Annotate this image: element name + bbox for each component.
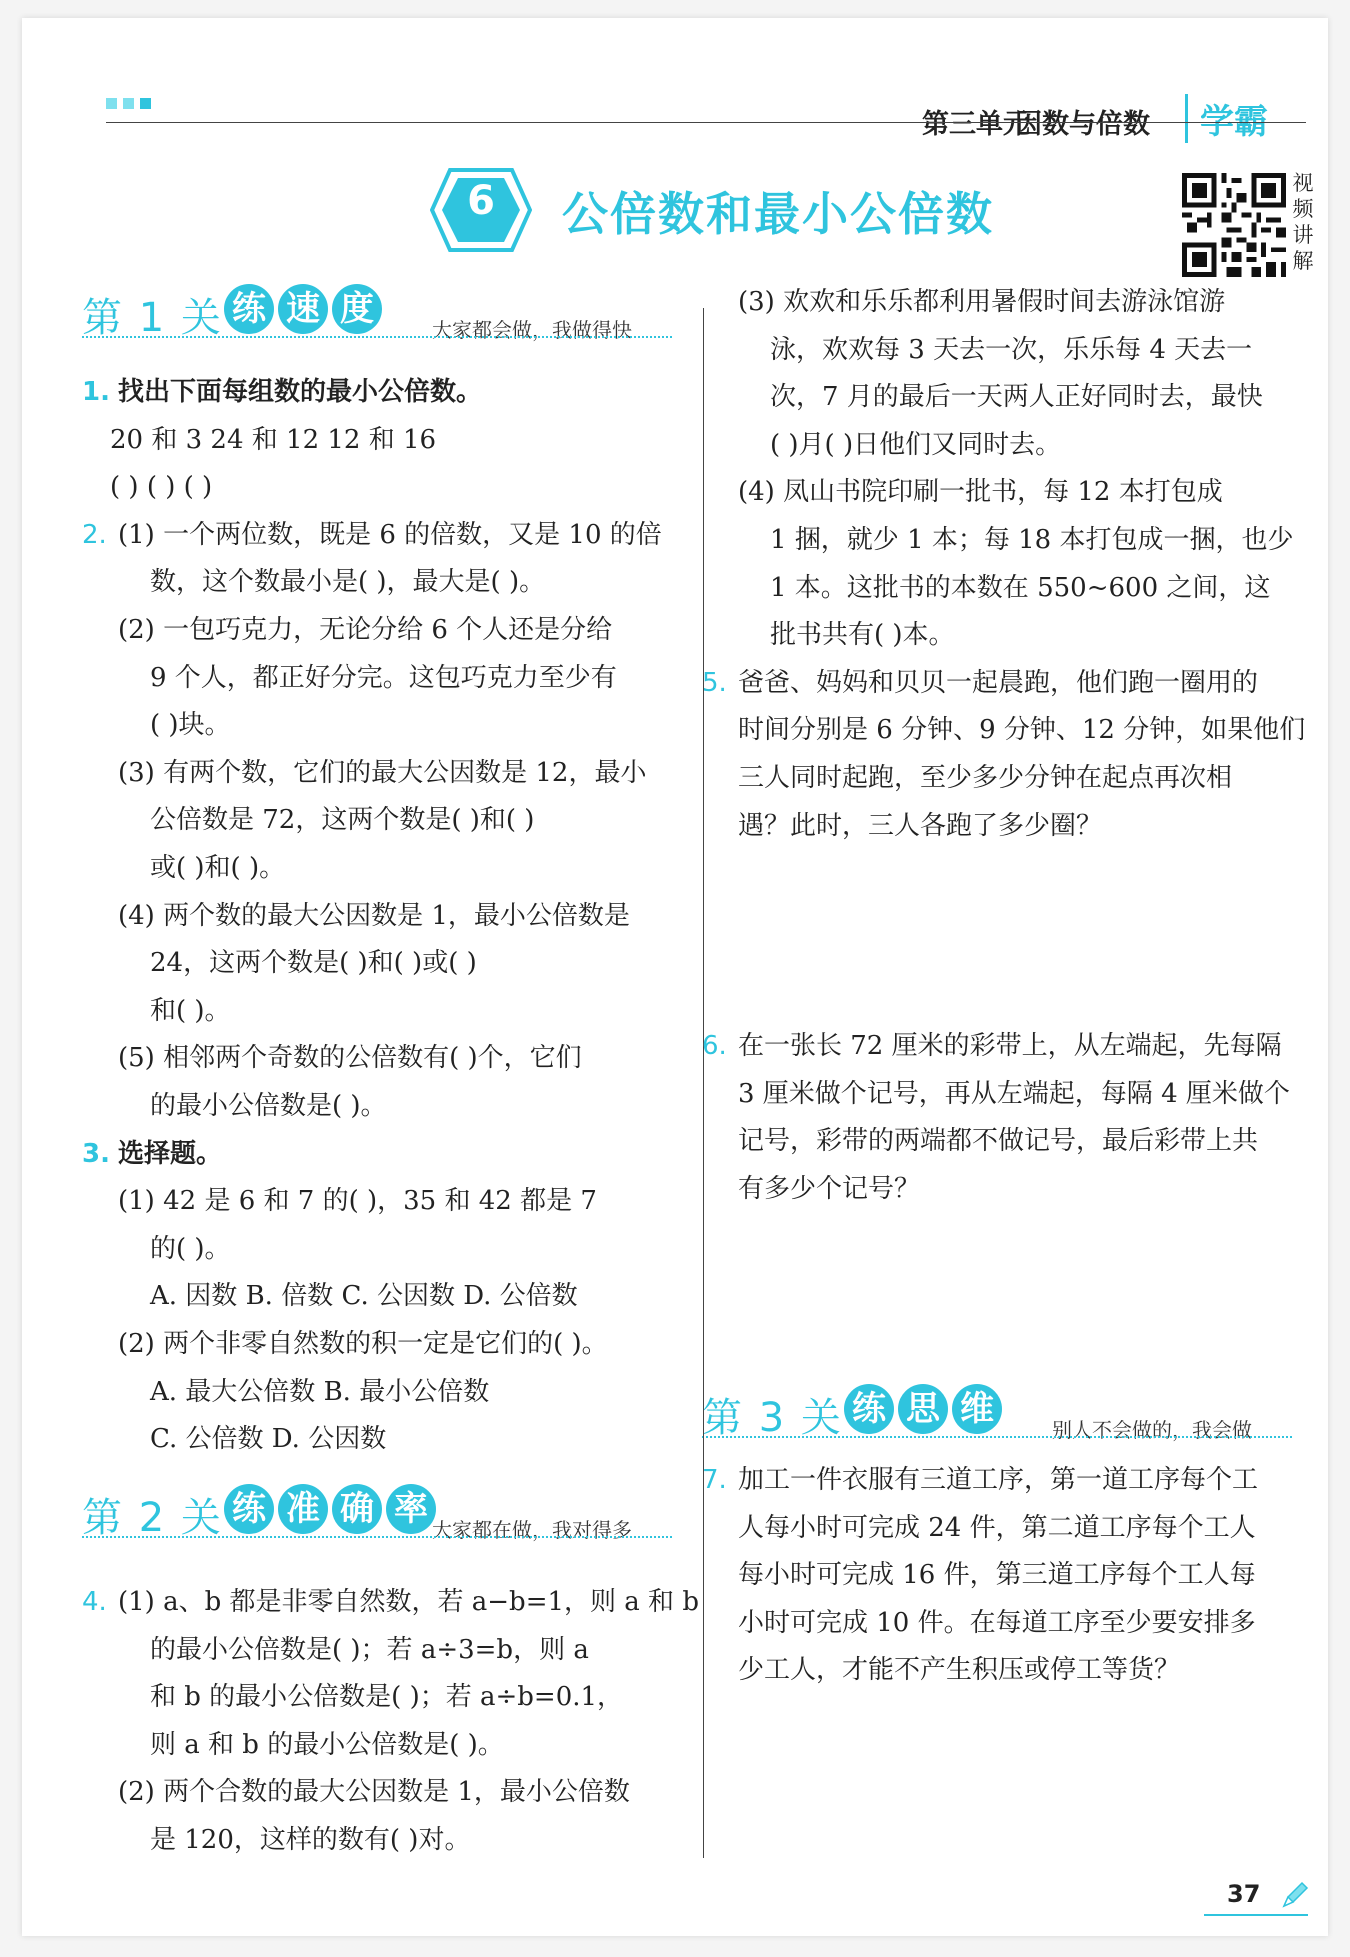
text-line xyxy=(82,1138,222,1170)
question-text: 1 本。这批书的本数在 550~600 之间，这 xyxy=(770,572,1271,603)
text-line xyxy=(738,762,1232,794)
text-line xyxy=(150,709,231,741)
question-text: 三人同时起跑，至少多少分钟在起点再次相 xyxy=(738,763,1233,793)
qr-code-icon[interactable] xyxy=(1182,173,1286,277)
question-text: 找出下面每组数的最小公倍数。 xyxy=(118,377,483,407)
question-text: 20 和 3 24 和 12 12 和 16 xyxy=(110,424,437,455)
pill-char: 练 xyxy=(844,1384,894,1434)
question-text: (1) a、b 都是非零自然数，若 a−b=1，则 a 和 b xyxy=(118,1587,699,1617)
question-text: 是 120，这样的数有( )对。 xyxy=(150,1825,471,1855)
header-rule xyxy=(106,122,1306,123)
qr-caption xyxy=(1290,170,1316,274)
question-text: 3 厘米做个记号，再从左端起，每隔 4 厘米做个 xyxy=(738,1078,1290,1109)
section-2-pill xyxy=(224,1484,436,1534)
text-line xyxy=(150,1824,470,1856)
section-1-underline xyxy=(82,336,672,338)
text-line xyxy=(150,566,545,598)
question-text: 时间分别是 6 分钟、9 分钟、12 分钟，如果他们 xyxy=(738,715,1306,746)
text-line xyxy=(770,619,955,651)
text-line xyxy=(702,1464,1258,1496)
section-1-tag: 大家都会做，我做得快 xyxy=(432,318,632,342)
header-decoration xyxy=(106,98,151,109)
section-1-pill xyxy=(224,284,382,334)
question-text: 记号，彩带的两端都不做记号，最后彩带上共 xyxy=(738,1126,1259,1157)
question-text: (2) 两个合数的最大公因数是 1，最小公倍数 xyxy=(118,1777,630,1808)
section-3-tag: 别人不会做的，我会做 xyxy=(1052,1418,1252,1442)
question-text: 公倍数是 72，这两个数是( )和( ) xyxy=(150,805,535,836)
text-line xyxy=(110,424,436,456)
footer-rule xyxy=(1204,1914,1308,1916)
question-number: 4. xyxy=(82,1587,107,1617)
question-text: (3) 欢欢和乐乐都利用暑假时间去游泳馆游 xyxy=(738,287,1226,317)
question-text: ( ) ( ) ( ) xyxy=(110,472,213,503)
text-line xyxy=(738,1654,1180,1686)
text-line xyxy=(738,1512,1256,1544)
qr-caption-char: 频 xyxy=(1292,197,1314,221)
text-line xyxy=(118,900,630,932)
question-text: 数，这个数最小是( )，最大是( )。 xyxy=(150,567,546,598)
text-line xyxy=(150,1729,504,1761)
question-text: 在一张长 72 厘米的彩带上，从左端起，先每隔 xyxy=(738,1031,1282,1061)
text-line xyxy=(118,614,612,646)
qr-caption-char: 解 xyxy=(1292,249,1314,273)
question-text: 24，这两个数是( )和( )或( ) xyxy=(150,948,477,979)
question-number: 5. xyxy=(702,667,727,698)
question-text: 的最小公倍数是( )。 xyxy=(150,1091,387,1121)
section-2-underline xyxy=(82,1536,672,1538)
pill-char: 练 xyxy=(224,284,274,334)
question-text: (1) 一个两位数，既是 6 的倍数，又是 10 的倍 xyxy=(118,519,662,550)
text-line xyxy=(118,1185,597,1217)
text-line xyxy=(738,476,1223,508)
section-2-label: 第 2 关 xyxy=(82,1495,223,1541)
question-text: 每小时可完成 16 件，第三道工序每个工人每 xyxy=(738,1560,1256,1591)
text-line xyxy=(150,1423,386,1455)
question-text: ( )月( )日他们又同时去。 xyxy=(770,429,1062,460)
question-number: 6. xyxy=(702,1031,727,1061)
qr-caption-char: 讲 xyxy=(1292,223,1314,247)
text-line xyxy=(738,714,1305,746)
question-number: 3. xyxy=(82,1138,110,1169)
question-text: 和( )。 xyxy=(150,995,231,1026)
question-text: 的( )。 xyxy=(150,1233,231,1264)
text-line xyxy=(150,804,534,836)
text-line xyxy=(738,1078,1290,1110)
question-number: 1. xyxy=(82,377,110,407)
question-text: 爸爸、妈妈和贝贝一起晨跑，他们跑一圈用的 xyxy=(738,667,1259,698)
header-topic: 因数与倍数 xyxy=(1015,109,1150,140)
section-2-tag: 大家都在做，我对得多 xyxy=(432,1518,632,1542)
question-number: 2. xyxy=(82,519,107,550)
text-line xyxy=(118,1776,630,1808)
text-line xyxy=(82,376,482,408)
text-line xyxy=(770,334,1252,366)
text-line xyxy=(118,1328,608,1360)
text-line xyxy=(702,1030,1282,1062)
text-line xyxy=(738,810,1102,842)
question-text: C. 公倍数 D. 公因数 xyxy=(150,1424,387,1455)
question-text: (4) 凤山书院印刷一批书，每 12 本打包成 xyxy=(738,477,1223,508)
text-line xyxy=(150,947,477,979)
workbook-page xyxy=(22,18,1328,1936)
text-line xyxy=(82,1586,699,1618)
text-line xyxy=(150,852,285,884)
text-line xyxy=(770,572,1270,604)
lesson-number: 6 xyxy=(467,178,495,224)
question-text: 泳，欢欢每 3 天去一次，乐乐每 4 天去一 xyxy=(770,334,1253,365)
question-text: (3) 有两个数，它们的最大公因数是 12，最小 xyxy=(118,757,647,788)
text-line xyxy=(118,1042,582,1074)
question-text: 加工一件衣服有三道工序，第一道工序每个工 xyxy=(738,1465,1259,1495)
text-line xyxy=(702,667,1258,699)
section-1-label: 第 1 关 xyxy=(82,295,223,341)
text-line xyxy=(110,471,212,503)
question-text: 或( )和( )。 xyxy=(150,853,286,883)
text-line xyxy=(150,1233,231,1265)
question-text: ( )块。 xyxy=(150,710,231,741)
text-line xyxy=(150,1280,578,1312)
question-text: 1 捆，就少 1 本；每 18 本打包成一捆，也少 xyxy=(770,525,1294,555)
text-line xyxy=(150,1376,489,1408)
question-text: 选择题。 xyxy=(118,1138,223,1169)
text-line xyxy=(150,662,617,694)
question-text: 则 a 和 b 的最小公倍数是( )。 xyxy=(150,1729,504,1760)
text-line xyxy=(738,1125,1258,1157)
pill-char: 练 xyxy=(224,1484,274,1534)
text-line xyxy=(82,519,662,551)
pill-char: 率 xyxy=(386,1484,436,1534)
question-number: 7. xyxy=(702,1465,727,1495)
text-line xyxy=(150,995,231,1027)
question-text: 人每小时可完成 24 件，第二道工序每个工人 xyxy=(738,1512,1256,1543)
text-line xyxy=(150,1634,589,1666)
question-text: 的最小公倍数是( )；若 a÷3=b，则 a xyxy=(150,1634,589,1665)
question-text: A. 最大公倍数 B. 最小公倍数 xyxy=(150,1376,490,1407)
section-3-label: 第 3 关 xyxy=(702,1395,843,1441)
text-line xyxy=(738,1559,1256,1591)
text-line xyxy=(770,429,1061,461)
pill-char: 维 xyxy=(952,1384,1002,1434)
section-3-pill xyxy=(844,1384,1002,1434)
pill-char: 速 xyxy=(278,284,328,334)
section-3-underline xyxy=(702,1436,1292,1438)
pill-char: 确 xyxy=(332,1484,382,1534)
question-text: (2) 两个非零自然数的积一定是它们的( )。 xyxy=(118,1329,608,1359)
question-text: A. 因数 B. 倍数 C. 公因数 D. 公倍数 xyxy=(150,1281,578,1312)
question-text: 遇？此时，三人各跑了多少圈？ xyxy=(738,810,1103,841)
qr-caption-char: 视 xyxy=(1292,171,1314,195)
text-line xyxy=(738,1607,1256,1639)
question-text: 小时可完成 10 件。在每道工序至少要安排多 xyxy=(738,1607,1256,1638)
pencil-icon xyxy=(1280,1880,1310,1910)
text-line xyxy=(738,1173,920,1205)
header-unit: 第三单元 xyxy=(922,109,1030,140)
text-line xyxy=(770,524,1294,556)
column-divider xyxy=(703,308,704,1858)
page-title: 公倍数和最小公倍数 xyxy=(562,187,994,241)
text-line xyxy=(150,1090,387,1122)
question-text: 次，7 月的最后一天两人正好同时去，最快 xyxy=(770,382,1263,413)
pill-char: 准 xyxy=(278,1484,328,1534)
question-text: 和 b 的最小公倍数是( )；若 a÷b=0.1， xyxy=(150,1682,624,1713)
question-text: 9 个人，都正好分完。这包巧克力至少有 xyxy=(150,662,617,693)
brand-logo: 学霸 xyxy=(1185,94,1268,143)
question-text: (5) 相邻两个奇数的公倍数有( )个，它们 xyxy=(118,1043,582,1074)
page-number: 37 xyxy=(1227,1880,1261,1908)
text-line xyxy=(738,286,1225,318)
question-text: 批书共有( )本。 xyxy=(770,620,955,651)
pill-char: 度 xyxy=(332,284,382,334)
text-line xyxy=(118,757,646,789)
question-text: (2) 一包巧克力，无论分给 6 个人还是分给 xyxy=(118,615,613,645)
pill-char: 思 xyxy=(898,1384,948,1434)
question-text: (1) 42 是 6 和 7 的( )，35 和 42 都是 7 xyxy=(118,1186,597,1217)
question-text: 有多少个记号？ xyxy=(738,1173,921,1204)
text-line xyxy=(770,381,1263,413)
text-line xyxy=(150,1681,623,1713)
question-text: 少工人，才能不产生积压或停工等货？ xyxy=(738,1655,1181,1686)
question-text: (4) 两个数的最大公因数是 1，最小公倍数是 xyxy=(118,900,630,931)
